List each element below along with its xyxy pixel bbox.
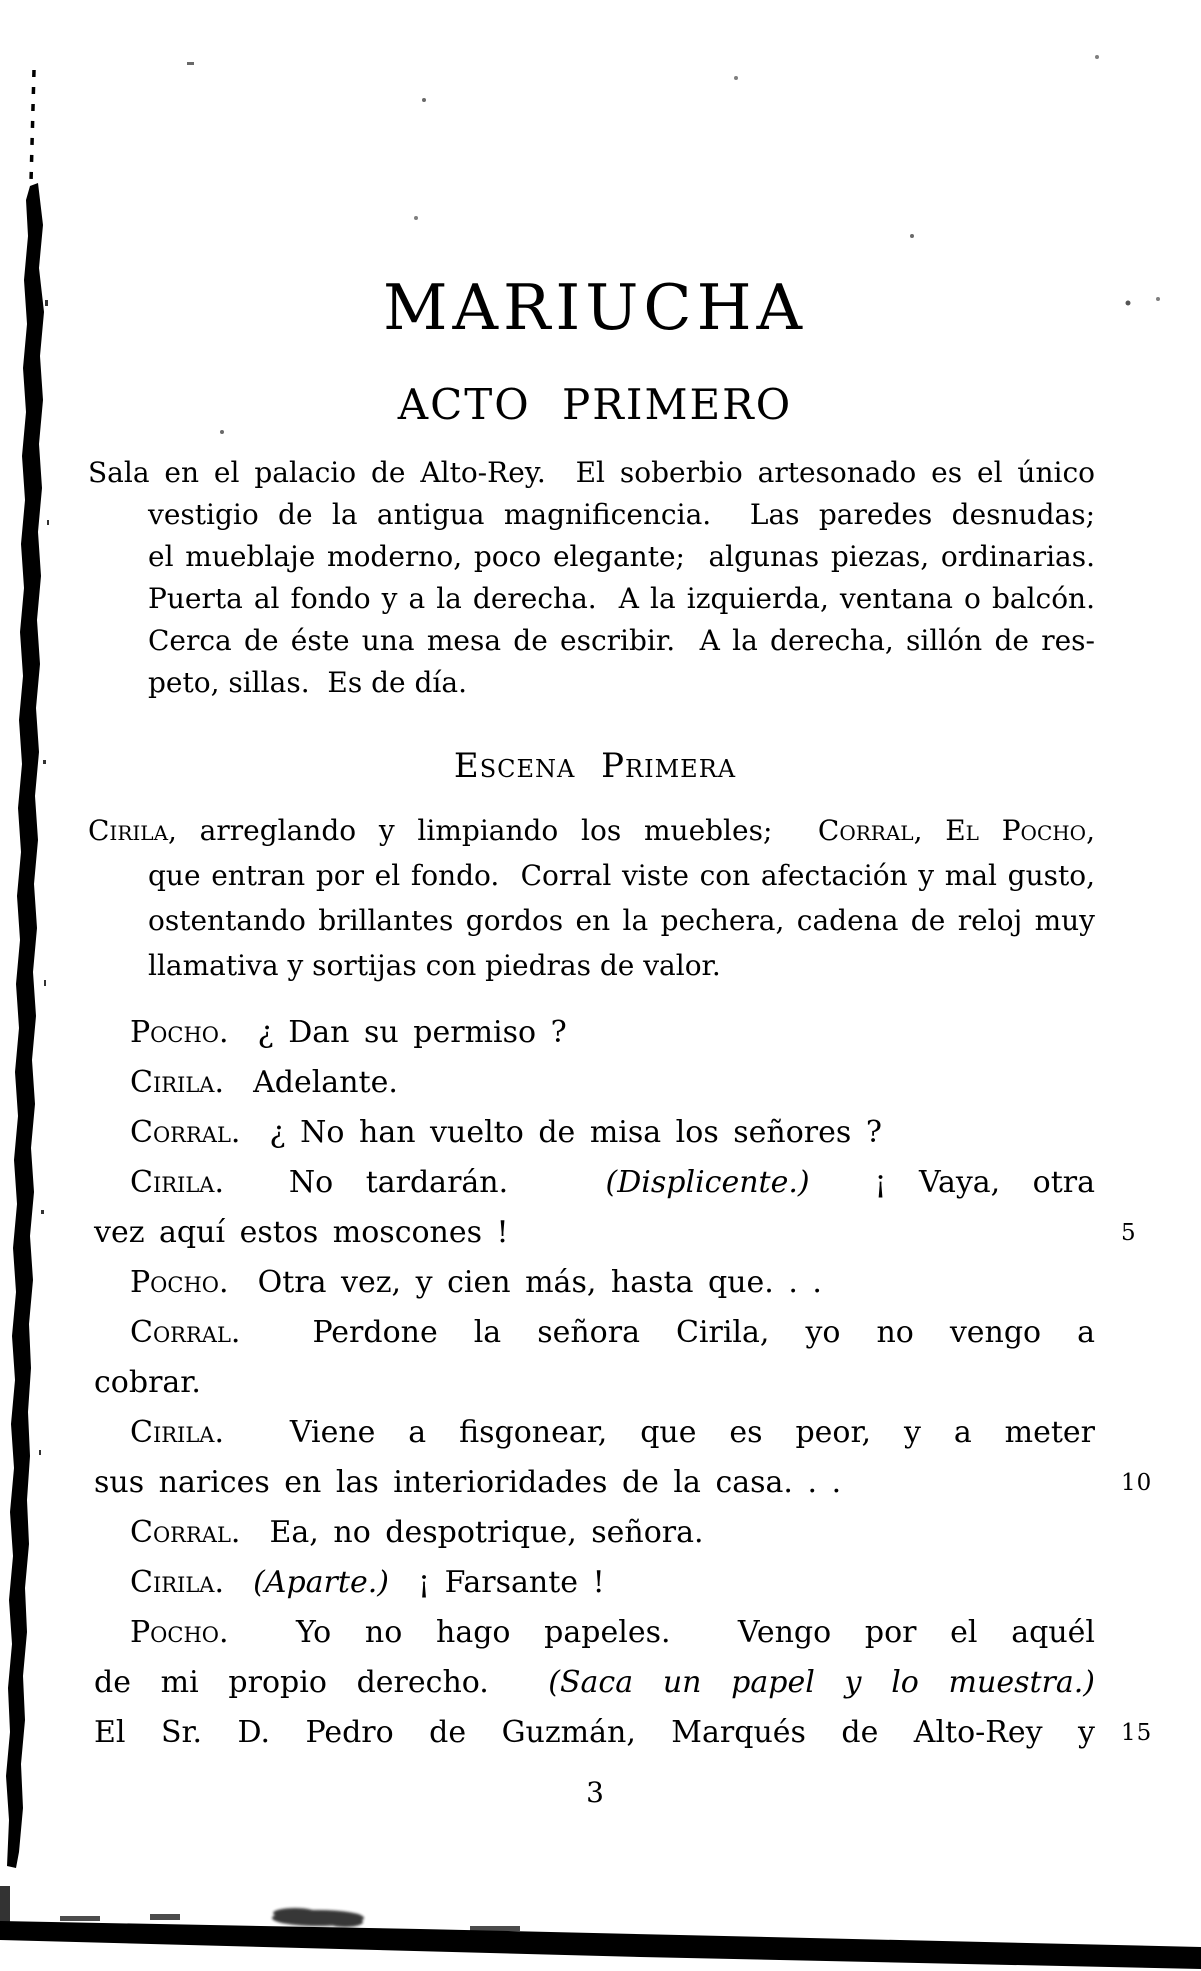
page-number: 3 [586,1776,604,1809]
binding-shadow [6,183,44,1868]
text-run: Cerca de éste una mesa de escribir. A la derecha, sillón de res- [148,624,1095,657]
text-run: ¡ Vaya, otra [809,1165,1096,1200]
act-heading: ACTO PRIMERO [397,380,793,429]
text-line [88,494,1095,536]
stage-cue: (Displicente.) [605,1165,810,1200]
text-run: Perdone la señora Cirila, yo no vengo a [240,1315,1095,1350]
text-line [94,1508,1095,1558]
text-run: Adelante. [224,1065,398,1100]
text-run: que entran por el fondo. Corral viste con afectación y mal gusto, [148,859,1095,892]
text-run: Yo no hago papeles. Vengo por el aquél [228,1615,1095,1650]
text-line [94,1708,1153,1758]
text-run: llamativa y sortijas con piedras de valor. [148,949,721,982]
text-run: peto, sillas. Es de día. [148,666,467,699]
text-line [88,578,1095,620]
text-run: vestigio de la antigua magnificencia. Las paredes desnudas; [148,498,1095,531]
character-name: Pocho. [130,1615,229,1650]
text-line [88,620,1095,662]
text-run: ¿ No han vuelto de misa los señores ? [240,1115,882,1150]
scene-description [88,808,1095,988]
character-name: Corral. [130,1115,241,1150]
margin-line-number: 5 [1121,1220,1137,1246]
text-run: arreglando y limpiando los muebles; [176,814,818,847]
text-line [94,1058,1095,1108]
text-run: ¡ Farsante ! [388,1565,605,1600]
text-line [94,1658,1095,1708]
text-run: Puerta al fondo y a la derecha. A la izquierda, ventana o balcón. [148,582,1095,615]
text-line [94,1458,1153,1508]
text-run: Ea, no despotrique, señora. [240,1515,704,1550]
character-name: Pocho. [130,1265,229,1300]
text-run: Sala en el palacio de Alto-Rey. El soberbio artesonado es el único [88,456,1095,489]
text-line [94,1558,1095,1608]
text-run: Viene a fisgonear, que es peor, y a meter [224,1415,1095,1450]
dialogue-block [94,1008,1153,1758]
text-line [94,1158,1095,1208]
character-name: Cirila. [130,1565,225,1600]
book-title: MARIUCHA [382,271,808,344]
text-line [88,898,1095,943]
character-name: Corral. [130,1515,241,1550]
ink-smudge [272,1908,364,1927]
text-run [224,1565,253,1600]
bottom-scan-bar [0,1921,1201,1969]
text-run: de mi propio derecho. [94,1665,549,1700]
character-name: Cirila. [130,1165,225,1200]
text-run: Otra vez, y cien más, hasta que. . . [228,1265,822,1300]
text-run: cobrar. [94,1365,201,1400]
stage-cue: (Saca un papel y lo muestra.) [548,1665,1095,1700]
text-run: ¿ Dan su permiso ? [228,1015,567,1050]
text-run: sus narices en las interioridades de la casa. . . [94,1465,842,1500]
text-run: No tardarán. [224,1165,606,1200]
text-line [94,1008,1095,1058]
text-line [94,1358,1095,1408]
scan-specks [187,55,1160,434]
bottom-bar-fray [60,1914,520,1931]
text-line [94,1258,1095,1308]
text-line [88,853,1095,898]
text-line [88,452,1095,494]
margin-line-number: 15 [1121,1720,1153,1746]
text-run: El Sr. D. Pedro de Guzmán, Marqués de Alto-Rey y [94,1715,1095,1750]
stage-directions [88,452,1095,704]
text-run: el mueblaje moderno, poco elegante; algunas piezas, ordinarias. [148,540,1095,573]
text-run: ostentando brillantes gordos en la pechera, cadena de reloj muy [148,904,1095,937]
character-name: Corral. [130,1315,241,1350]
text-line [88,536,1095,578]
text-line [94,1608,1095,1658]
text-line [94,1108,1095,1158]
text-line [88,943,1095,988]
binding-flecks [0,300,49,1934]
text-line [94,1408,1095,1458]
character-name: Corral, El Pocho, [817,814,1095,847]
text-run: vez aquí estos moscones ! [94,1215,509,1250]
character-name: Pocho. [130,1015,229,1050]
character-name: Cirila, [88,814,177,847]
text-line [94,1208,1137,1258]
character-name: Cirila. [130,1065,225,1100]
stage-cue: (Aparte.) [253,1565,389,1600]
scene-heading: Escena Primera [453,746,737,786]
text-line [88,662,1095,704]
character-name: Cirila. [130,1415,225,1450]
text-line [88,808,1095,853]
text-line [94,1308,1095,1358]
margin-line-number: 10 [1121,1470,1153,1496]
binding-shadow-dotted [31,70,34,182]
